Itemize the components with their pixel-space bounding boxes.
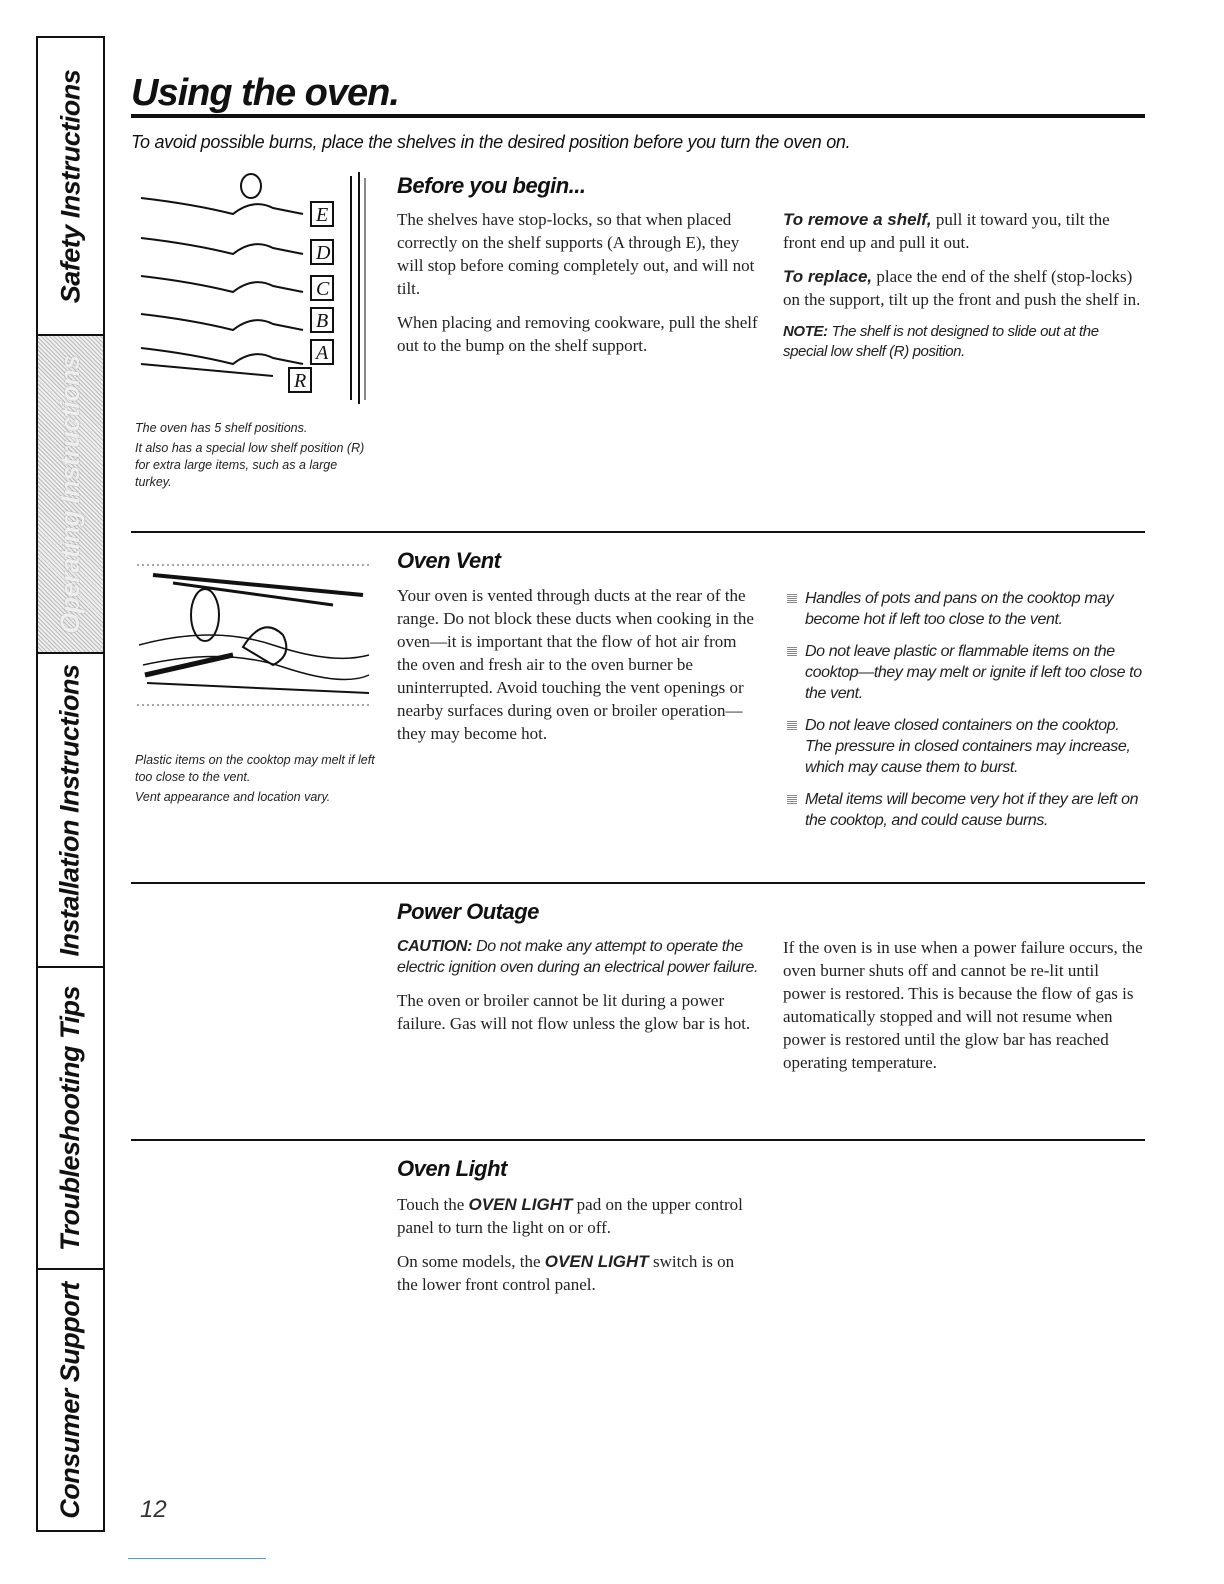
- power-caution: [397, 936, 759, 978]
- section-divider: [131, 1139, 1145, 1141]
- tab-operating-instructions[interactable]: [38, 336, 103, 654]
- replace-shelf-paragraph: [783, 265, 1145, 311]
- power-paragraph-1: The oven or broiler cannot be lit during a power failure. Gas will not flow unless the glow bar is hot.: [397, 991, 751, 1033]
- power-paragraph-2: If the oven is in use when a power failure occurs, the oven burner shuts off and cannot be re-lit until power is restored. This is because the flow of gas is automatically stopped and will not resume when power is restored until the glow bar has reached operating temperature.: [783, 938, 1143, 1072]
- caution-lead: CAUTION:: [397, 938, 473, 955]
- shelf-caption-line-1: The oven has 5 shelf positions.: [135, 421, 308, 435]
- shelf-label-b: B: [316, 310, 329, 332]
- vent-warning-item: [783, 789, 1145, 831]
- vent-warning-list: [783, 588, 1145, 831]
- note-lead: NOTE:: [783, 323, 828, 340]
- tab-safety-instructions[interactable]: [38, 38, 103, 336]
- shelf-remove-replace-text: [783, 208, 1145, 373]
- vent-warning-text: Do not leave closed containers on the cooktop. The pressure in closed containers may increase, which may cause them to burst.: [805, 717, 1131, 776]
- before-paragraph-2: When placing and removing cookware, pull the shelf out to the bump on the shelf support.: [397, 313, 758, 355]
- power-outage-detail: [783, 936, 1145, 1085]
- heading-before-you-begin: Before you begin...: [397, 173, 586, 198]
- title-divider: [131, 114, 1145, 118]
- tab-label: Safety Instructions: [55, 69, 85, 303]
- vent-warning-text: Handles of pots and pans on the cooktop may become hot if left too close to the vent.: [805, 590, 1114, 628]
- vent-paragraph-1: Your oven is vented through ducts at the rear of the range. Do not block these ducts when cooking in the oven—it is important that the flow of hot air from the oven and fresh air to the oven burner be uninterrupted. Avoid touching the vent openings or nearby surfaces during oven or broiler operation—they may become hot.: [397, 586, 754, 743]
- oven-light-text: [397, 1193, 759, 1307]
- section-sidebar: [36, 36, 105, 1532]
- vent-warning-item: [783, 641, 1145, 704]
- shelf-label-r: R: [294, 370, 307, 392]
- page-number: 12: [140, 1496, 167, 1523]
- footer-link-underline: [128, 1558, 266, 1559]
- heading-oven-vent: Oven Vent: [397, 548, 501, 573]
- section-divider: [131, 531, 1145, 533]
- heading-power-outage: Power Outage: [397, 899, 539, 924]
- shelf-label-c: C: [316, 278, 330, 300]
- before-paragraph-1: The shelves have stop-locks, so that when placed correctly on the shelf supports (A through E), they will stop before coming completely out, and will not tilt.: [397, 210, 755, 298]
- note-text: The shelf is not designed to slide out at the special low shelf (R) position.: [783, 323, 1099, 360]
- tab-label: Installation Instructions: [55, 663, 85, 957]
- tab-label: Operating Instructions: [55, 354, 85, 634]
- before-you-begin-text: [397, 208, 759, 368]
- shelf-note: [783, 322, 1145, 362]
- bullet-icon: [787, 593, 797, 603]
- vent-caption-line-1: Plastic items on the cooktop may melt if left too close to the vent.: [135, 753, 375, 784]
- oven-vent-text: [397, 584, 759, 756]
- replace-shelf-lead: To replace,: [783, 267, 873, 286]
- section-divider: [131, 882, 1145, 884]
- shelf-label-a: A: [316, 342, 329, 364]
- tab-label: Consumer Support: [55, 1281, 86, 1519]
- vent-warnings: [783, 588, 1145, 842]
- light-paragraph-2: [397, 1250, 759, 1296]
- vent-caption-line-2: Vent appearance and location vary.: [135, 790, 331, 804]
- light-p2-pre: On some models, the: [397, 1252, 541, 1271]
- vent-warning-item: [783, 588, 1145, 630]
- light-p1-pre: Touch the: [397, 1195, 465, 1214]
- vent-caption: [135, 752, 375, 809]
- oven-vent-illustration: [133, 555, 373, 735]
- bullet-icon: [787, 646, 797, 656]
- heading-oven-light: Oven Light: [397, 1156, 507, 1181]
- replace-shelf-text: place the end of the shelf (stop-locks) on the support, tilt up the front and push the shelf in.: [783, 267, 1141, 309]
- shelf-caption: [135, 420, 365, 494]
- power-outage-text: [397, 936, 759, 1046]
- tab-label: Troubleshooting Tips: [55, 985, 85, 1251]
- vent-warning-text: Do not leave plastic or flammable items on the cooktop—they may melt or ignite if left too close to the vent.: [805, 643, 1142, 702]
- shelf-label-d: D: [316, 242, 331, 264]
- oven-light-key: OVEN LIGHT: [468, 1195, 573, 1214]
- light-p2-post: switch is on the lower front control panel.: [397, 1252, 735, 1294]
- page-intro: To avoid possible burns, place the shelves in the desired position before you turn the oven on.: [131, 132, 851, 152]
- remove-shelf-text: pull it toward you, tilt the front end up and pull it out.: [783, 210, 1110, 252]
- vent-warning-item: [783, 715, 1145, 778]
- vent-warning-text: Metal items will become very hot if they are left on the cooktop, and could cause burns.: [805, 791, 1139, 829]
- caution-text: Do not make any attempt to operate the electric ignition oven during an electrical power failure.: [397, 938, 759, 976]
- bullet-icon: [787, 794, 797, 804]
- tab-troubleshooting-tips[interactable]: [38, 968, 103, 1270]
- oven-shelf-positions-illustration: [133, 168, 378, 408]
- remove-shelf-paragraph: [783, 208, 1145, 254]
- page-title: Using the oven.: [131, 72, 399, 114]
- bullet-icon: [787, 720, 797, 730]
- oven-light-switch-key: OVEN LIGHT: [544, 1252, 649, 1271]
- shelf-caption-line-2: It also has a special low shelf position (R) for extra large items, such as a large turkey.: [135, 441, 365, 489]
- light-paragraph-1: [397, 1193, 759, 1239]
- remove-shelf-lead: To remove a shelf,: [783, 210, 932, 229]
- tab-installation-instructions[interactable]: [38, 654, 103, 968]
- light-p1-post: pad on the upper control panel to turn the light on or off.: [397, 1195, 743, 1237]
- shelf-label-e: E: [316, 204, 329, 226]
- tab-consumer-support[interactable]: [38, 1270, 103, 1530]
